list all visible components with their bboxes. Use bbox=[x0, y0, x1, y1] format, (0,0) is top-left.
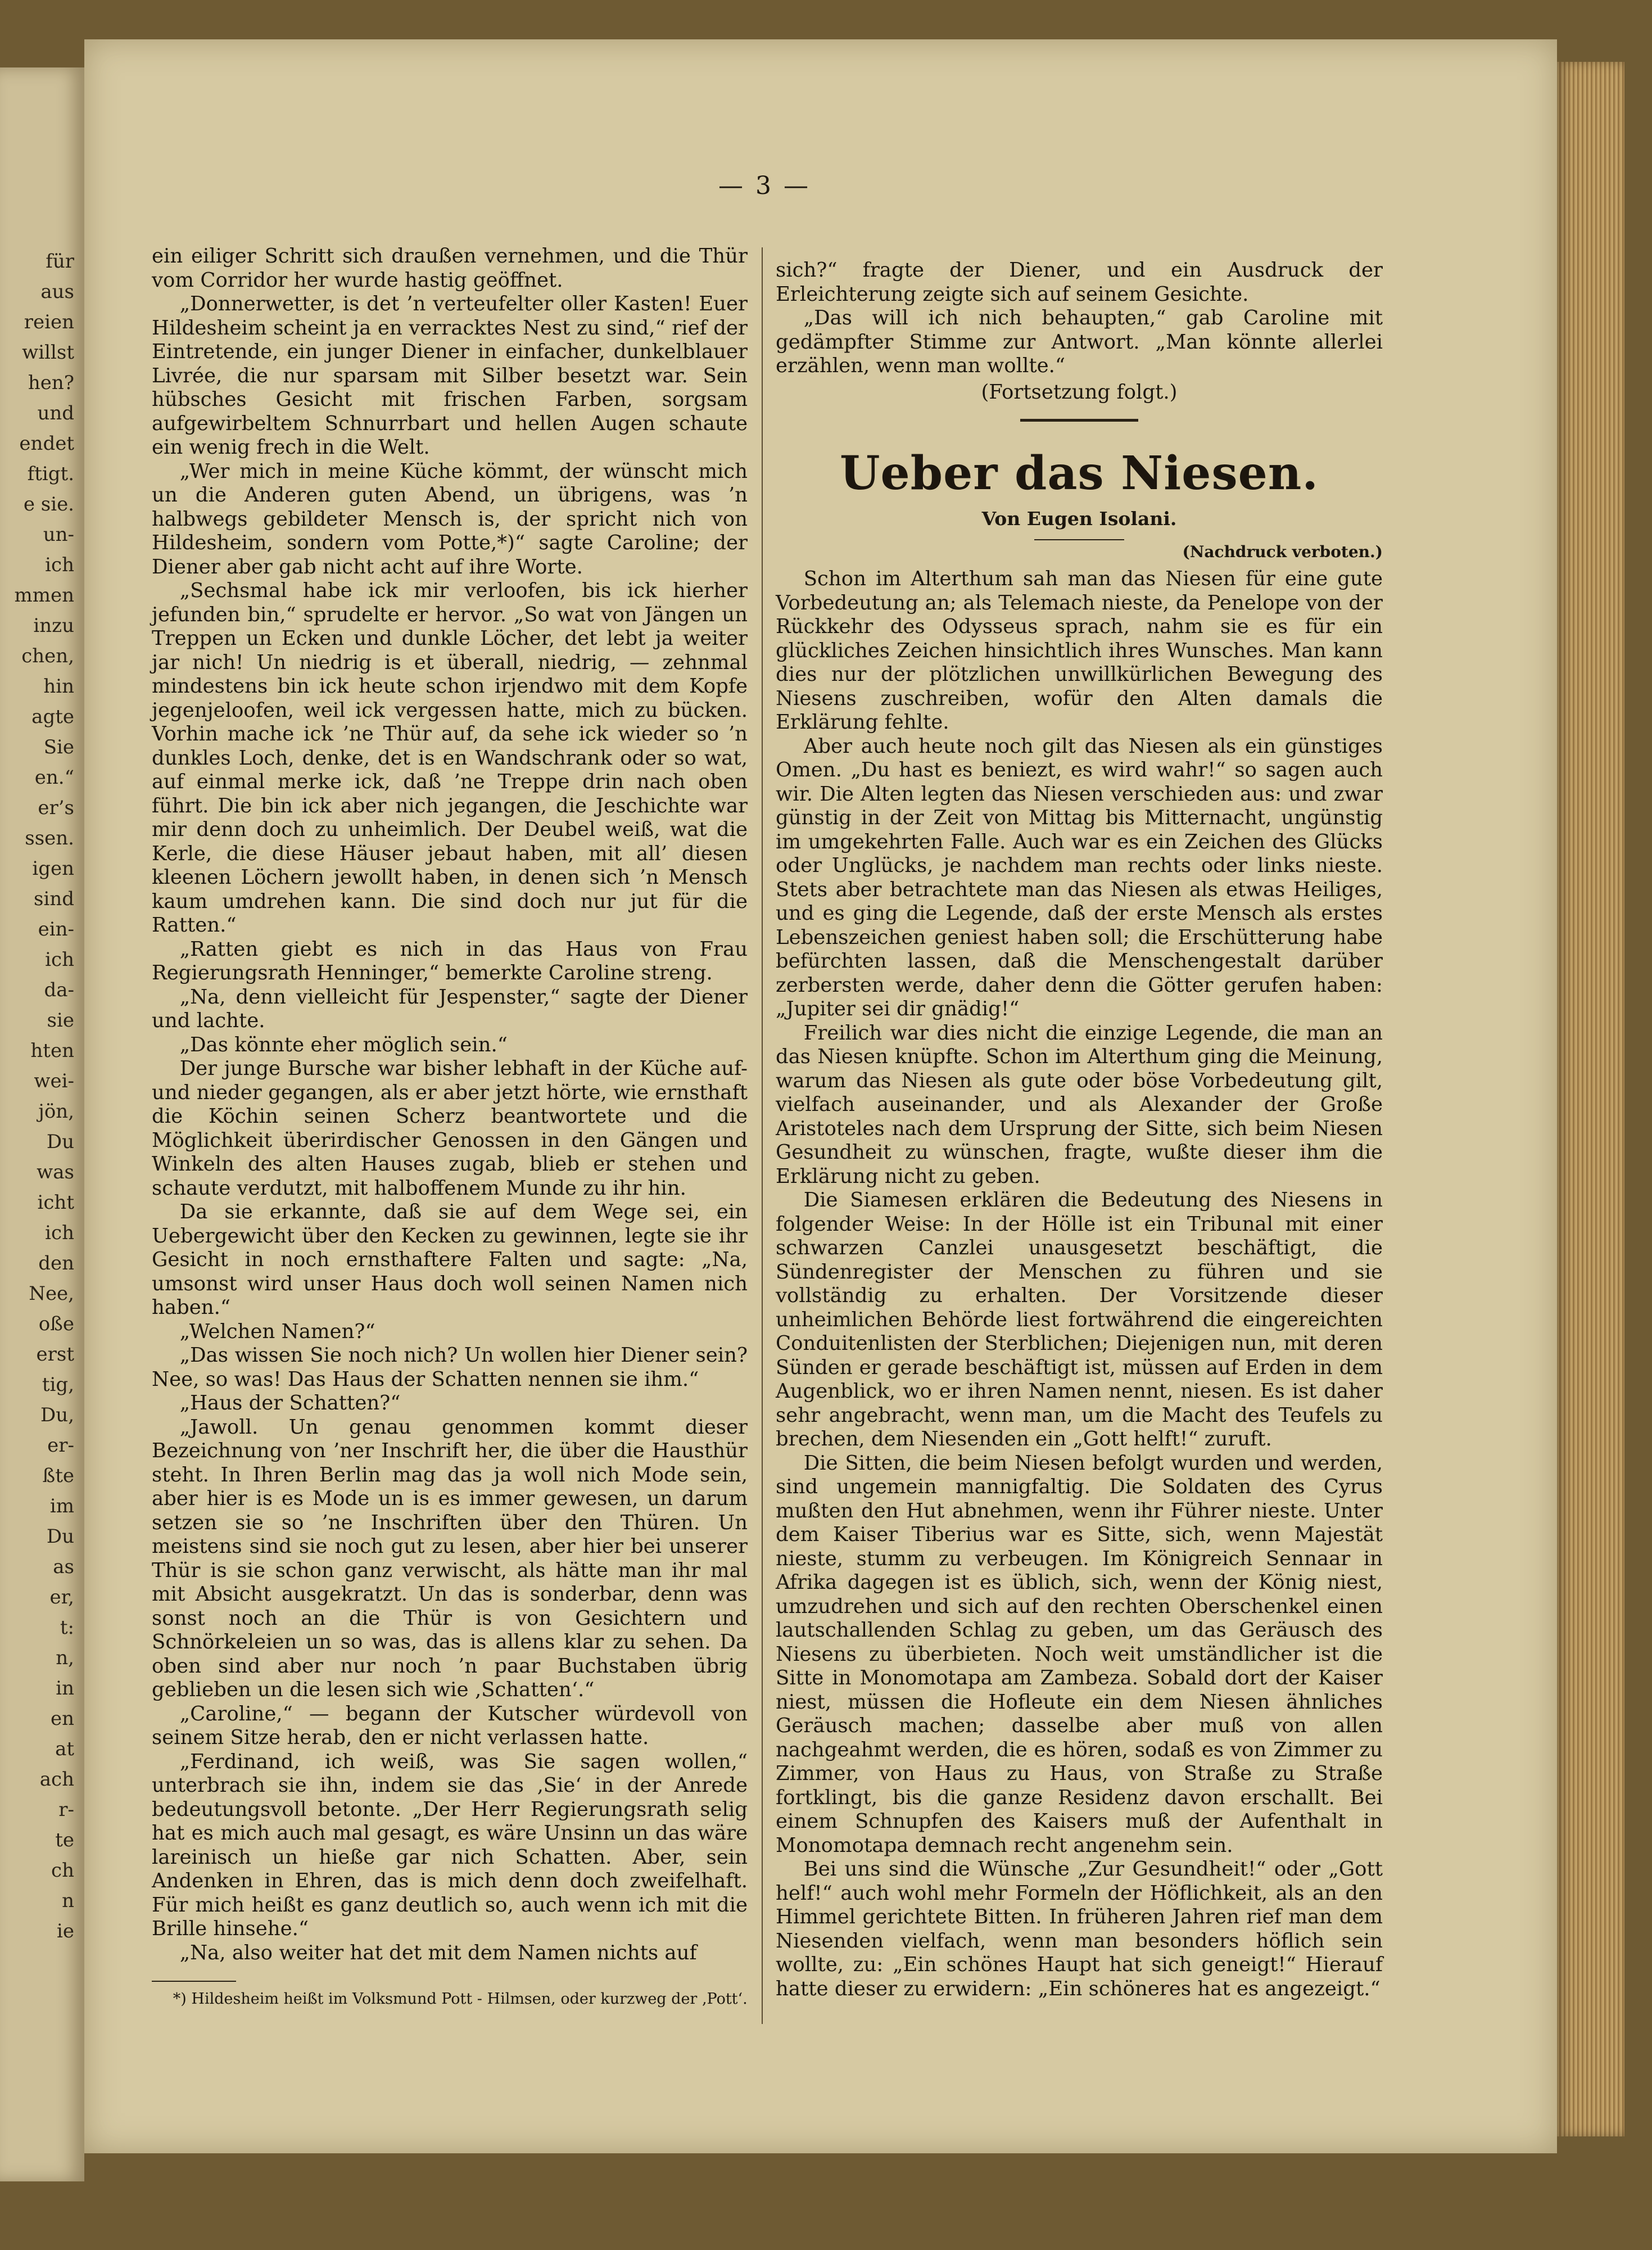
left-page-fragment: inzu bbox=[33, 615, 74, 637]
left-page-fragment: ch bbox=[51, 1859, 74, 1882]
byline: Von Eugen Isolani. bbox=[981, 508, 1177, 530]
left-page-fragment: t: bbox=[60, 1616, 74, 1639]
left-page-fragment: r- bbox=[58, 1799, 74, 1821]
left-page-fragment: Sie bbox=[43, 736, 74, 758]
paragraph: Die Sitten, die beim Niesen befolgt wurden und werden, sind ungemein mannigfaltig. Die Soldaten des Cyrus mußten den Hut abnehmen, wenn ihr Führer nieste. Unter dem Kaiser Tiberius war es Sitte, sich, wenn Majestät nieste, stumm zu verbeugen. Im Königreich Sennaar in Afrika dagegen ist es üblich, sich, wenn der König niest, umzudrehen und sich auf den rechten Oberschenkel einen lautschallenden Schlag zu geben, um das Geräusch des Niesens zu überbieten. Noch weit umständlicher ist die Sitte in Monomotapa am Zambeza. Sobald dort der Kaiser niest, müssen die Hofleute ein dem Niesen ähnliches Geräusch machen; dasselbe aber muß von allen nachgeahmt werden, die es hören, sodaß es von Zimmer zu Zimmer, von Haus zu Haus, von Straße zu Straße fortklingt, bis die ganze Residenz davon erschallt. Bei einem Schnupfen des Kaisers muß der Aufenthalt in Monomotapa demnach recht angenehm sein. bbox=[776, 1451, 1383, 1857]
left-page-fragment: ßte bbox=[42, 1465, 74, 1487]
left-page-edge bbox=[0, 67, 84, 2181]
left-page-fragment: Du bbox=[46, 1525, 74, 1548]
paragraph: „Das will ich nich behaupten,“ gab Caroline mit gedämpfter Stimme zur Antwort. „Man könnte allerlei erzählen, wenn man wollte.“ bbox=[776, 306, 1383, 377]
left-page-fragment: en bbox=[50, 1707, 74, 1730]
left-page-fragment: n, bbox=[56, 1647, 74, 1669]
continued-notice: (Fortsetzung folgt.) bbox=[981, 380, 1178, 404]
right-column bbox=[776, 259, 1383, 2001]
paragraph: „Das könnte eher möglich sein.“ bbox=[179, 1033, 508, 1056]
left-page-fragment: für bbox=[46, 250, 74, 273]
left-page-fragment: ftigt. bbox=[27, 463, 74, 485]
left-page-fragment: un- bbox=[43, 523, 74, 546]
left-page-fragment: ie bbox=[57, 1920, 74, 1942]
left-page-fragment: mmen bbox=[14, 584, 74, 607]
left-page-fragment: Du, bbox=[40, 1404, 74, 1426]
left-page-fragment: endet bbox=[19, 432, 74, 455]
left-page-fragment: er, bbox=[49, 1586, 74, 1609]
left-page-fragment: at bbox=[55, 1738, 74, 1760]
left-page-fragment: und bbox=[37, 402, 74, 424]
footnote-rule bbox=[152, 1981, 236, 1982]
left-page-fragment: Nee, bbox=[29, 1282, 74, 1305]
left-page-fragment: oße bbox=[38, 1313, 74, 1335]
article-title: Ueber das Niesen. bbox=[840, 446, 1319, 500]
left-page-fragment: willst bbox=[22, 341, 74, 364]
paragraph: Die Siamesen erklären die Bedeutung des Niesens in folgender Weise: In der Hölle ist ein Tribunal mit einer schwarzen Canzlei unausgesetzt beschäftigt, die Sündenregister der Menschen zu führen und sie vollständig zu erhalten. Der Vorsitzende dieser unheimlichen Behörde liest fortwährend die eingereichten Conduitenlisten der Sterblichen; Diejenigen nun, mit deren Sünden er gerade beschäftigt ist, müssen auf Erden in dem Augenblick, wo er ihren Namen nennt, niesen. Es ist daher sehr angebracht, wenn man, um die Macht des Teufels zu brechen, dem Niesenden ein „Gott helft!“ zuruft. bbox=[776, 1189, 1383, 1451]
left-page-fragment: hten bbox=[30, 1040, 74, 1062]
left-page-fragment: in bbox=[56, 1677, 74, 1700]
left-page-fragment: n bbox=[62, 1890, 74, 1912]
paragraph: „Jawoll. Un genau genommen kommt dieser Bezeichnung von ’ner Inschrift her, die über die Hausthür steht. In Ihren Berlin mag das ja woll nich Mode sein, aber hier is es Mode un is es immer gewesen, un darum setzen sie so ’ne Inschriften über den Thüren. Un meistens sind sie noch gut zu lesen, aber hier bei unserer Thür is sie schon ganz verwischt, als hätte man ihr mal mit Absicht ausgekratzt. Un das is sonderbar, denn was sonst noch an die Thür is von Gesichtern und Schnörkeleien un so was, das is allens klar zu sehen. Da oben sind aber nur noch ’n paar Buchstaben übrig geblieben un die lesen sich wie ‚Schatten‘.“ bbox=[152, 1415, 748, 1701]
left-page-fragment: ach bbox=[39, 1768, 74, 1791]
left-page-fragment: jön, bbox=[38, 1100, 74, 1123]
left-page-fragment: agte bbox=[31, 706, 74, 728]
left-page-fragment: wei- bbox=[34, 1070, 74, 1092]
left-column bbox=[152, 245, 748, 2009]
left-page-fragment: da- bbox=[44, 979, 74, 1001]
left-page-fragment: as bbox=[53, 1556, 74, 1578]
left-page-fragment: e sie. bbox=[23, 493, 74, 516]
left-page-fragment: tig, bbox=[42, 1374, 74, 1396]
left-page-fragment: ich bbox=[45, 948, 74, 971]
left-page-fragment: sind bbox=[34, 888, 74, 910]
paragraph: Aber auch heute noch gilt das Niesen als ein günstiges Omen. „Du hast es beniezt, es wird wahr!“ so sagen auch wir. Die Alten legten das Niesen verschieden aus: und zwar günstig in der Zeit von Mittag bis Mitternacht, ungünstig im umgekehrten Falle. Auch war es ein Zeichen des Glücks oder Unglücks, je nachdem man rechts oder links nieste. Stets aber betrachtete man das Niesen als etwas Heiliges, und es ging die Legende, daß der erste Mensch als erstes Lebenszeichen geniest haben soll; die Erschütterung habe befürchten lassen, daß die Menschengestalt darüber zerbersten werde, daher denn die Götter gerufen haben: „Jupiter sei dir gnädig!“ bbox=[776, 734, 1383, 1020]
paragraph: „Ratten giebt es nich in das Haus von Frau Regierungsrath Henninger,“ bemerkte Caroline streng. bbox=[152, 937, 748, 984]
page-edges bbox=[1557, 62, 1624, 2136]
paragraph: „Wer mich in meine Küche kömmt, der wünscht mich un die Anderen guten Abend, un übrigens, was ’n halbwegs gebildeter Mensch is, der spricht nich von Hildesheim, sondern vom Potte,*)“ sagte Caroline; der Diener aber gab nicht acht auf ihre Worte. bbox=[152, 459, 748, 579]
paragraph: Da sie erkannte, daß sie auf dem Wege sei, ein Uebergewicht über den Kecken zu gewinnen, legte sie ihr Gesicht in noch ernsthaftere Falten und sagte: „Na, umsonst wird unser Haus doch woll seinen Namen nich haben.“ bbox=[152, 1200, 748, 1319]
paragraph: sich?“ fragte der Diener, und ein Ausdruck der Erleichterung zeigte sich auf seinem Gesichte. bbox=[776, 259, 1383, 306]
paragraph: „Sechsmal habe ick mir verloofen, bis ick hierher jefunden bin,“ sprudelte er hervor. „So wat von Jängen un Treppen un Ecken und dunkle Löcher, det lebt ja weiter jar nich! Un niedrig is et überall, niedrig, — zehnmal mindestens bin ick heute schon irjendwo mit dem Kopfe jegenjeloofen, weil ick vergessen hatte, mich zu bücken. Vorhin mache ick ’ne Thür auf, da sehe ick wieder so ’n dunkles Loch, denke, det is en Wandschrank oder so wat, auf einmal merke ick, daß ’ne Treppe drin nach oben führt. Die bin ick aber nich jegangen, die Jeschichte war mir denn doch zu unheimlich. Der Deubel weiß, wat die Kerle, die diese Häuser jebaut haben, mit all’ diesen kleenen Löchern jewollt haben, in denen sich ’n Mensch kaum umdrehen kann. Die sind doch nur jut für die Ratten.“ bbox=[152, 579, 748, 937]
paragraph: Freilich war dies nicht die einzige Legende, die man an das Niesen knüpfte. Schon im Alterthum ging die Meinung, warum das Niesen als gute oder böse Vorbedeutung gilt, vielfach auseinander, und als Alexander der Große Aristoteles nach dem Ursprung der Sitte, sich beim Niesen Gesundheit zu wünschen, fragte, wußte dieser ihm die Erklärung nicht zu geben. bbox=[776, 1021, 1383, 1188]
left-page-fragment: aus bbox=[40, 281, 74, 303]
left-page-fragment: hen? bbox=[28, 372, 74, 394]
left-page-fragment: hin bbox=[43, 675, 74, 698]
left-page-fragment: im bbox=[49, 1495, 74, 1517]
paragraph: Bei uns sind die Wünsche „Zur Gesundheit!“ oder „Gott helf!“ auch wohl mehr Formeln der Höflichkeit, als an den Himmel gerichtete Bitten. In früheren Jahren rief man dem Niesenden vielfach, wenn man besonders höflich sein wollte, zu: „Ein schönes Haupt hat sich geneigt!“ Hierauf hatte dieser zu erwidern: „Ein schöneres hat es angezeigt.“ bbox=[776, 1858, 1383, 2000]
left-page-fragment: Du bbox=[46, 1131, 74, 1153]
left-page-fragment: was bbox=[37, 1161, 74, 1183]
left-page-fragment: icht bbox=[37, 1191, 74, 1214]
paragraph: „Haus der Schatten?“ bbox=[179, 1391, 401, 1415]
left-page-fragment: ssen. bbox=[25, 827, 74, 850]
paragraph: ein eiliger Schritt sich draußen vernehmen, und die Thür vom Corridor her wurde hastig geöffnet. bbox=[152, 245, 748, 292]
column-divider bbox=[762, 247, 763, 2024]
left-page-fragment: igen bbox=[32, 857, 74, 880]
left-page-fragment: erst bbox=[36, 1343, 74, 1366]
left-page-fragment: ein- bbox=[38, 918, 74, 941]
paragraph: „Na, denn vielleicht für Jespenster,“ sagte der Diener und lachte. bbox=[152, 985, 748, 1032]
paragraph: „Ferdinand, ich weiß, was Sie sagen wollen,“ unterbrach sie ihn, indem sie das ‚Sie‘ in der Anrede bedeutungsvoll betonte. „Der Herr Regierungsrath selig hat es mich auch mal gesagt, es wäre Unsinn un das wäre lareinisch un hieße gar nich Schatten. Aber, sein Andenken in Ehren, das is mich denn doch zweifelhaft. Für mich heißt es ganz deutlich so, auch wenn ich mit die Brille hinsehe.“ bbox=[152, 1750, 748, 1940]
left-page-fragment: den bbox=[38, 1252, 74, 1275]
reprint-notice: (Nachdruck verboten.) bbox=[1182, 542, 1383, 561]
paragraph: Der junge Bursche war bisher lebhaft in der Küche auf- und nieder gegangen, als er aber jetzt hörte, wie ernsthaft die Köchin seinen Scherz beantwortete und die Möglichkeit überirdischer Genossen in den Gängen und Winkeln des alten Hauses zugab, blieb er stehen und schaute verdutzt, mit halboffenem Munde zu ihr hin. bbox=[152, 1057, 748, 1200]
left-page-fragment: er- bbox=[47, 1434, 74, 1457]
left-page-fragment: en.“ bbox=[34, 766, 74, 789]
paragraph: „Das wissen Sie noch nich? Un wollen hier Diener sein? Nee, so was! Das Haus der Schatten nennen sie ihm.“ bbox=[152, 1344, 748, 1391]
left-page-fragment: chen, bbox=[21, 645, 74, 667]
paragraph: „Na, also weiter hat det mit dem Namen nichts auf bbox=[179, 1941, 697, 1964]
section-separator bbox=[1020, 419, 1138, 422]
paragraph: „Caroline,“ — begann der Kutscher würdevoll von seinem Sitze herab, den er nicht verlassen hatte. bbox=[152, 1702, 748, 1749]
left-page-fragment: er’s bbox=[38, 797, 74, 819]
page-number: — 3 — bbox=[718, 171, 811, 200]
left-page-fragment: te bbox=[55, 1829, 74, 1851]
paragraph: Schon im Alterthum sah man das Niesen für eine gute Vorbedeutung an; als Telemach nieste, da Penelope von der Rückkehr des Odysseus sprach, nahm sie es für ein glückliches Zeichen hinsichtlich ihres Wunsches. Man kann dies nur der plötzlichen unwillkürlichen Bewegung des Niesens zuschreiben, wofür den Alten damals die Erklärung fehlte. bbox=[776, 567, 1383, 734]
left-page-fragment: reien bbox=[24, 311, 74, 333]
left-page-fragment: sie bbox=[47, 1009, 74, 1032]
footnote: *) Hildesheim heißt im Volksmund Pott - Hilmsen, oder kurzweg der ‚Pott‘. bbox=[173, 1990, 748, 2008]
paragraph: „Donnerwetter, is det ’n verteufelter oller Kasten! Euer Hildesheim scheint ja en verracktes Nest zu sind,“ rief der Eintretende, ein junger Diener in einfacher, dunkelblauer Livrée, die nur sparsam mit Silber besetzt war. Sein hübsches Gesicht mit frischen Farben, sorgsam aufgewirbeltem Schnurrbart und hellen Augen schaute ein wenig frech in die Welt. bbox=[152, 292, 748, 459]
left-page-fragment: ich bbox=[45, 1222, 74, 1244]
paragraph: „Welchen Namen?“ bbox=[179, 1320, 375, 1343]
left-page-fragment: ich bbox=[45, 554, 74, 576]
